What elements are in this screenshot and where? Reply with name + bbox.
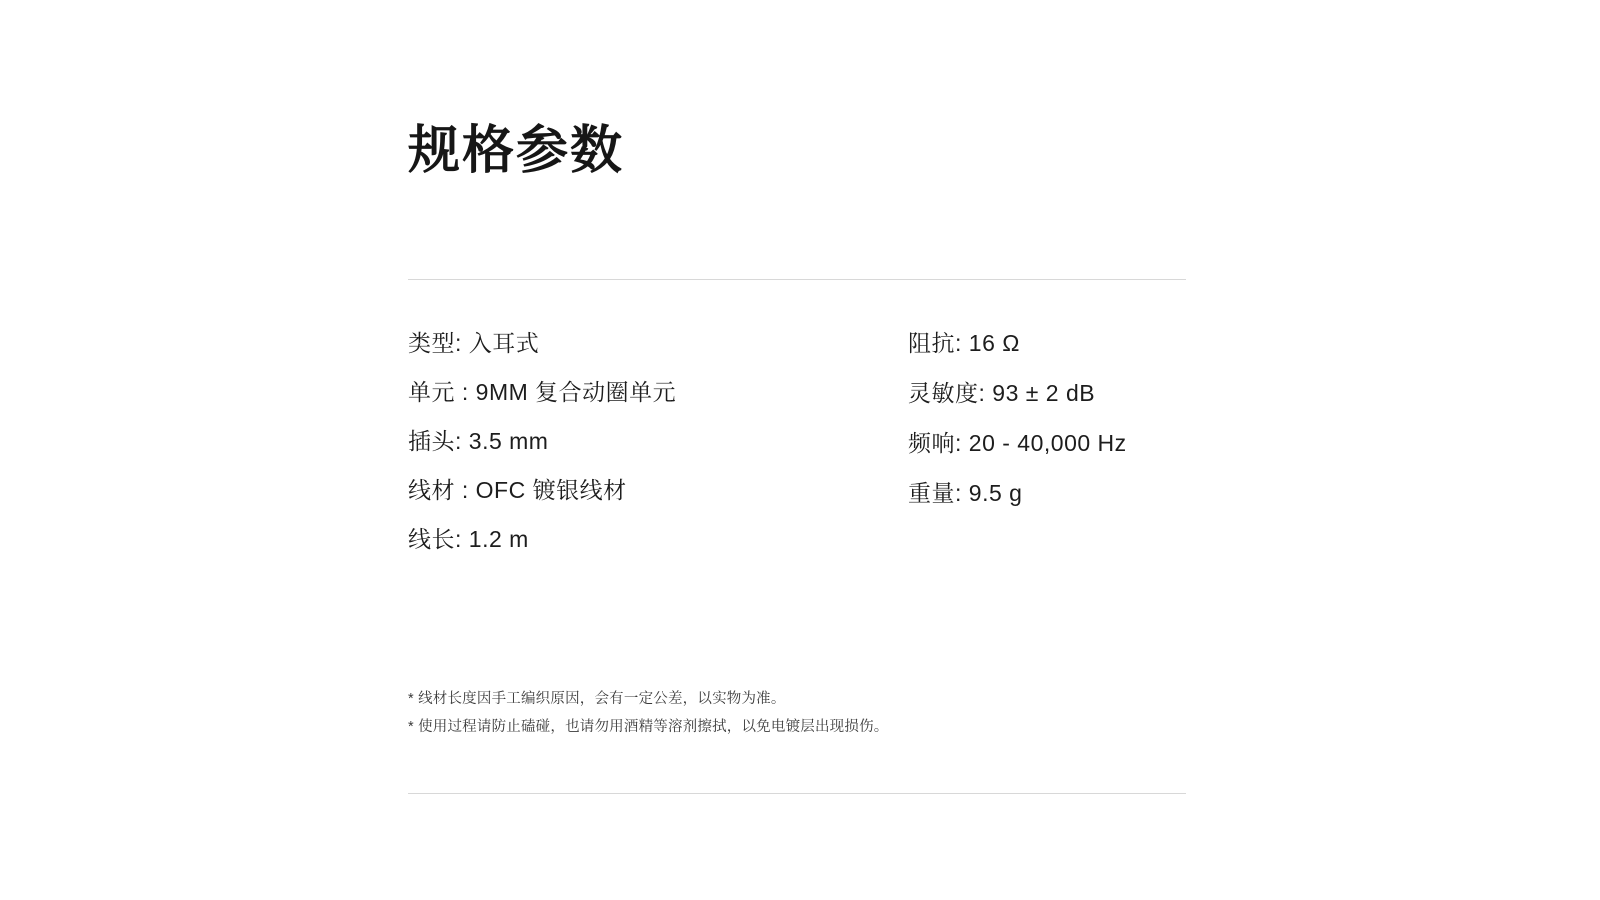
spec-label: 插头: xyxy=(408,428,462,454)
spec-row-plug xyxy=(408,430,908,453)
spec-row-weight xyxy=(908,482,1198,505)
spec-label: 类型: xyxy=(408,330,462,356)
spec-value: OFC 镀银线材 xyxy=(475,477,627,503)
spec-row-cable-material xyxy=(408,479,908,502)
page-title: 规格参数 xyxy=(408,122,625,180)
spec-label: 重量: xyxy=(908,480,962,506)
spec-value: 9MM 复合动圈单元 xyxy=(475,379,677,405)
divider-top xyxy=(408,279,1186,280)
spec-label: 线材 : xyxy=(408,477,469,503)
spec-label: 阻抗: xyxy=(908,330,962,356)
spec-row-cable-length xyxy=(408,528,908,551)
spec-value: 20 - 40,000 Hz xyxy=(968,430,1127,456)
spec-row-driver xyxy=(408,381,908,404)
spec-value: 3.5 mm xyxy=(468,428,549,454)
spec-value: 93 ± 2 dB xyxy=(992,380,1096,406)
spec-row-frequency-response xyxy=(908,432,1198,455)
spec-table xyxy=(408,332,1198,551)
divider-bottom xyxy=(408,793,1186,794)
spec-value: 入耳式 xyxy=(468,330,540,356)
footnote-line: * 使用过程请防止磕碰，也请勿用酒精等溶剂擦拭，以免电镀层出现损伤。 xyxy=(408,718,889,735)
spec-row-sensitivity xyxy=(908,382,1198,405)
spec-value: 16 Ω xyxy=(968,330,1020,356)
spec-row-impedance xyxy=(908,332,1198,355)
spec-label: 频响: xyxy=(908,430,962,456)
spec-label: 线长: xyxy=(408,526,462,552)
spec-column-right xyxy=(908,332,1198,551)
footnotes xyxy=(408,686,1188,741)
spec-row-type xyxy=(408,332,908,355)
spec-value: 9.5 g xyxy=(968,480,1023,506)
spec-value: 1.2 m xyxy=(468,526,529,552)
spec-label: 灵敏度: xyxy=(908,380,986,406)
spec-label: 单元 : xyxy=(408,379,469,405)
footnote-line: * 线材长度因手工编织原因，会有一定公差，以实物为准。 xyxy=(408,691,786,707)
spec-column-left xyxy=(408,332,908,551)
page-header xyxy=(408,120,1188,182)
